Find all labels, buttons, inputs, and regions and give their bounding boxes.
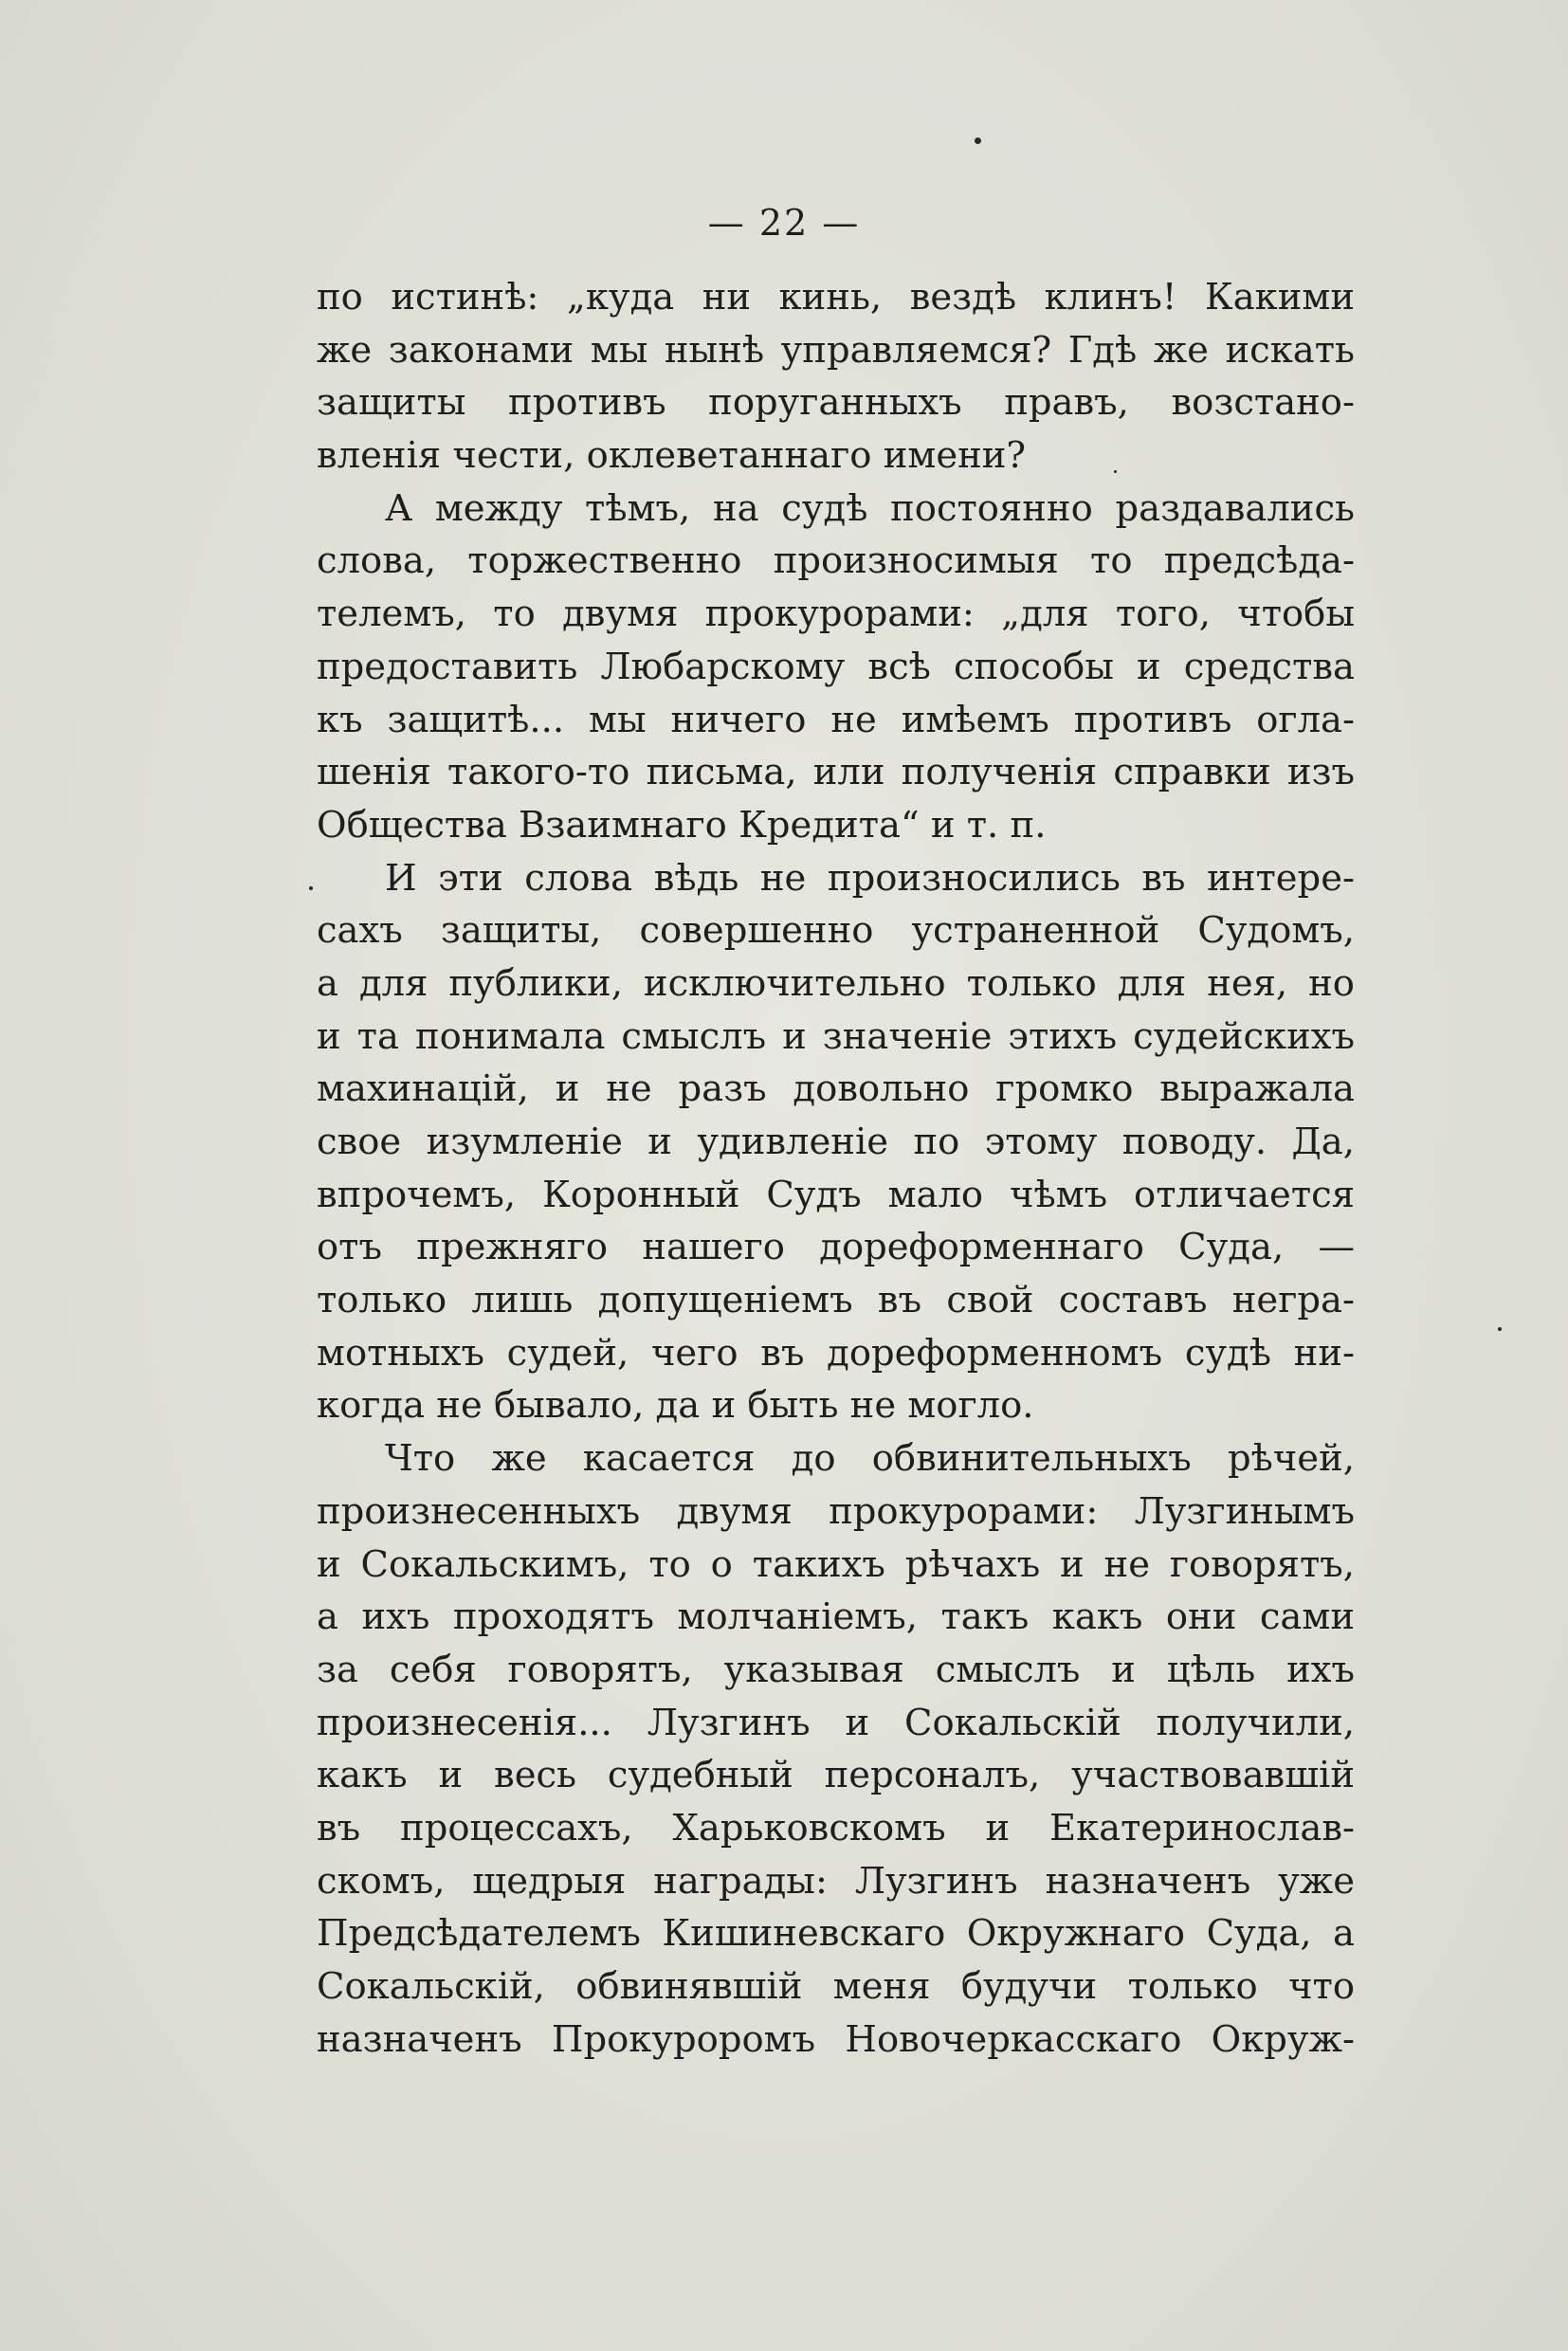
text-line: телемъ, то двумя прокурорами: „для того, чтобы [317,592,1355,636]
text-line: только лишь допущеніемъ въ свой составъ негра- [317,1279,1355,1322]
text-line: а для публики, исключительно только для нея, но [317,961,1355,1005]
text-line: назначенъ Прокуроромъ Новочеркасскаго Окруж- [317,2017,1355,2061]
text-line: и Сокальскимъ, то о такихъ рѣчахъ и не говорятъ, [317,1542,1355,1586]
text-line: за себя говорятъ, указывая смыслъ и цѣль ихъ [317,1648,1355,1691]
text-line: махинацій, и не разъ довольно громко выражала [317,1067,1355,1111]
text-line: Сокальскій, обвинявшій меня будучи только что [317,1965,1355,2008]
text-line: когда не бывало, да и быть не могло. [317,1384,1034,1428]
print-speck [309,886,313,890]
text-line: какъ и весь судебный персоналъ, участвовавшій [317,1754,1355,1797]
text-line: къ защитѣ... мы ничего не имѣемъ противъ огла- [317,698,1355,741]
text-line: произнесенія... Лузгинъ и Сокальскій получили, [317,1701,1355,1744]
body-text [317,271,1355,2066]
text-line: шенія такого-то письма, или полученія справки изъ [317,751,1355,794]
text-line: Общества Взаимнаго Кредита“ и т. п. [317,803,1047,847]
text-line: отъ прежняго нашего дореформеннаго Суда, — [317,1226,1355,1269]
text-line: слова, торжественно произносимыя то предсѣда- [317,539,1355,583]
text-line: и та понимала смыслъ и значеніе этихъ судейскихъ [317,1014,1355,1058]
text-line: же законами мы нынѣ управляемся? Гдѣ же искать [317,328,1355,372]
print-speck [1498,1327,1502,1331]
text-line: Что же касается до обвинительныхъ рѣчей, [385,1437,1355,1481]
page-number: — 22 — [707,202,861,244]
text-line: предоставить Любарскому всѣ способы и средства [317,645,1355,688]
text-line: Предсѣдателемъ Кишиневскаго Окружнаго Суда, а [317,1912,1355,1956]
text-line: впрочемъ, Коронный Судъ мало чѣмъ отличается [317,1173,1355,1216]
text-line: свое изумленіе и удивленіе по этому поводу. Да, [317,1121,1355,1163]
text-line: скомъ, щедрыя награды: Лузгинъ назначенъ уже [317,1859,1355,1903]
text-line: сахъ защиты, совершенно устраненной Судомъ, [317,909,1355,953]
text-line: вленія чести, оклеветаннаго имени? [317,434,1027,478]
text-line: произнесенныхъ двумя прокурорами: Лузгинымъ [317,1489,1355,1533]
text-line: И эти слова вѣдь не произносились въ интере- [385,856,1355,900]
text-line: по истинѣ: „куда ни кинь, вездѣ клинъ! Какими [317,276,1355,319]
text-line: А между тѣмъ, на судѣ постоянно раздавались [385,486,1355,530]
text-line: а ихъ проходятъ молчаніемъ, такъ какъ они сами [317,1595,1355,1639]
print-speck [975,137,981,144]
text-line: защиты противъ поруганныхъ правъ, возстано- [317,381,1355,425]
text-line: мотныхъ судей, чего въ дореформенномъ судѣ ни- [317,1331,1355,1375]
text-line: въ процессахъ, Харьковскомъ и Екатеринослав- [317,1806,1355,1850]
